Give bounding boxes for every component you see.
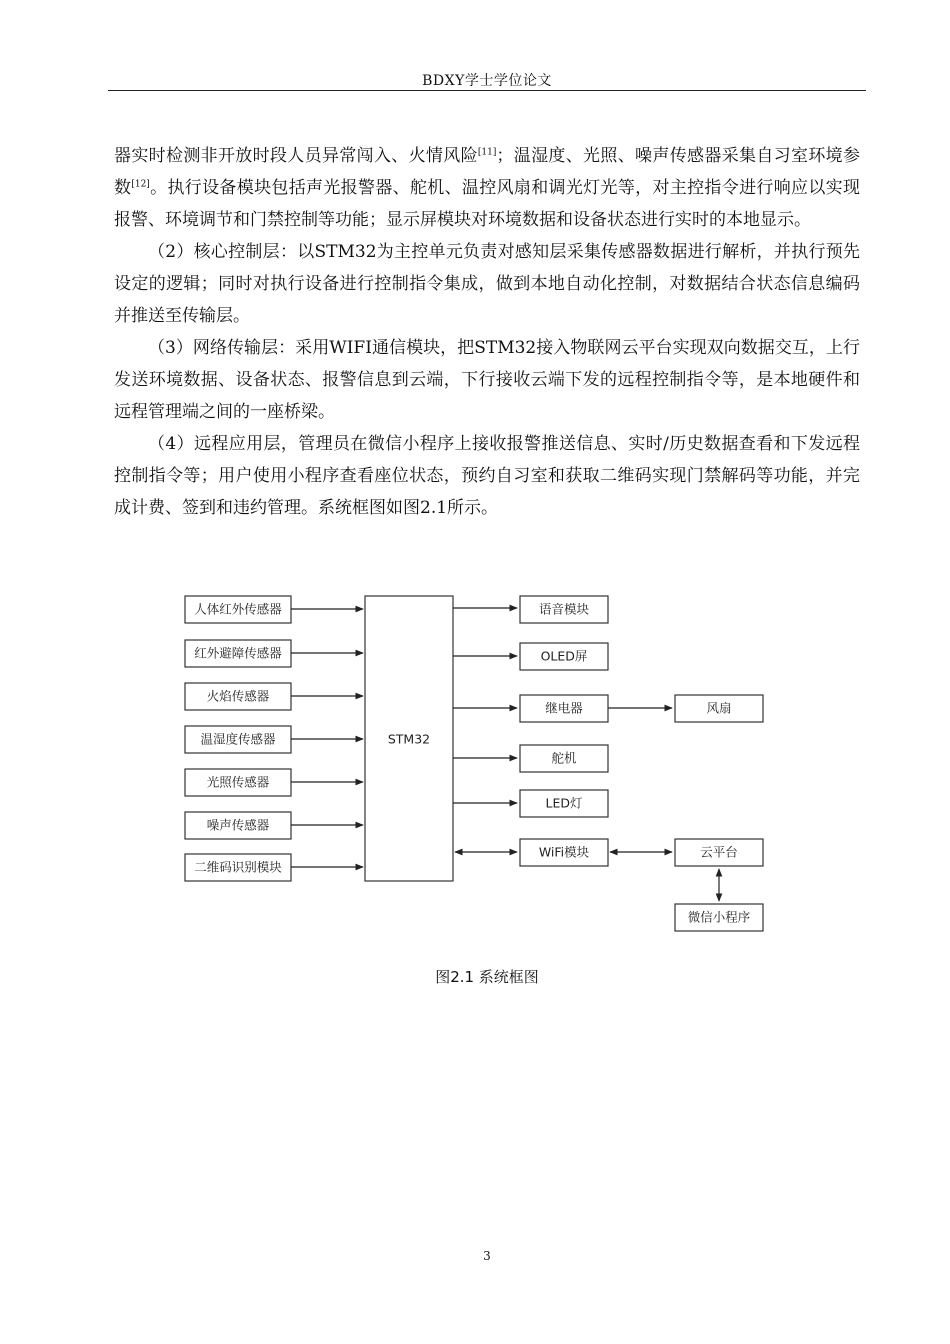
citation-11: [11] [477,147,497,158]
output-block-2 [520,643,608,670]
input-block-5 [185,769,291,796]
figure-caption: 图2.1 系统框图 [435,968,539,986]
input-block-1 [185,596,291,623]
output-block-6 [520,839,608,866]
paragraph-1 [114,140,860,236]
input-label-3: 火焰传感器 [206,688,270,704]
input-label-1: 人体红外传感器 [194,601,282,617]
controller-block [365,596,453,881]
controller-label: STM32 [387,731,431,747]
output-label-4: 舵机 [551,750,577,766]
output-label-6: WiFi模块 [538,844,590,860]
cloud-label: 云平台 [700,844,738,860]
paragraph-4: （4）远程应用层，管理员在微信小程序上接收报警推送信息、实时/历史数据查看和下发远程控制指令等；用户使用小程序查看座位状态，预约自习室和获取二维码实现门禁解码等功能，并完成计费、签到和违约管理。系统框图如图2.1所示。 [114,434,860,518]
input-block-3 [185,683,291,710]
output-label-1: 语音模块 [538,601,590,617]
input-block-2 [185,640,291,667]
wechat-label: 微信小程序 [687,909,751,925]
input-block-6 [185,812,291,839]
header-rule [108,90,866,91]
paragraph-3: （3）网络传输层：采用WIFI通信模块，把STM32接入物联网云平台实现双向数据交互，上行发送环境数据、设备状态、报警信息到云端，下行接收云端下发的远程控制指令等，是本地硬件和远程管理端之间的一座桥梁。 [114,338,860,422]
input-block-4 [185,726,291,753]
system-block-diagram [180,588,770,938]
fan-label: 风扇 [706,700,732,716]
input-label-4: 温湿度传感器 [200,731,276,747]
output-block-5 [520,790,608,817]
output-label-2: OLED屏 [540,648,588,664]
input-label-7: 二维码识别模块 [194,859,282,875]
citation-12: [12] [131,179,150,190]
wechat-block [675,904,763,931]
output-label-3: 继电器 [545,700,583,716]
output-block-3 [520,695,608,722]
output-block-4 [520,745,608,772]
output-block-1 [520,596,608,623]
paragraph-1-text-c: 。执行设备模块包括声光报警器、舵机、温控风扇和调光灯光等，对主控指令进行响应以实现报警、环境调节和门禁控制等功能；显示屏模块对环境数据和设备状态进行实时的本地显示。 [114,178,861,230]
body-text [114,140,860,524]
cloud-block [675,839,763,866]
output-label-5: LED灯 [545,795,583,811]
input-block-7 [185,854,291,881]
running-header: BDXY学士学位论文 [422,73,552,89]
input-label-5: 光照传感器 [206,774,270,790]
paragraph-1-text-a: 器实时检测非开放时段人员异常闯入、火情风险 [114,146,478,166]
fan-block [675,695,763,722]
input-label-2: 红外避障传感器 [194,645,282,661]
paragraph-1-text-b: ；温湿度、光照、噪声传感器采集自习室环境参数 [114,146,860,198]
paragraph-2: （2）核心控制层：以STM32为主控单元负责对感知层采集传感器数据进行解析，并执行预先设定的逻辑；同时对执行设备进行控制指令集成，做到本地自动化控制，对数据结合状态信息编码并推送至传输层。 [114,242,860,326]
input-label-6: 噪声传感器 [206,817,270,833]
page-number: 3 [483,1249,491,1263]
